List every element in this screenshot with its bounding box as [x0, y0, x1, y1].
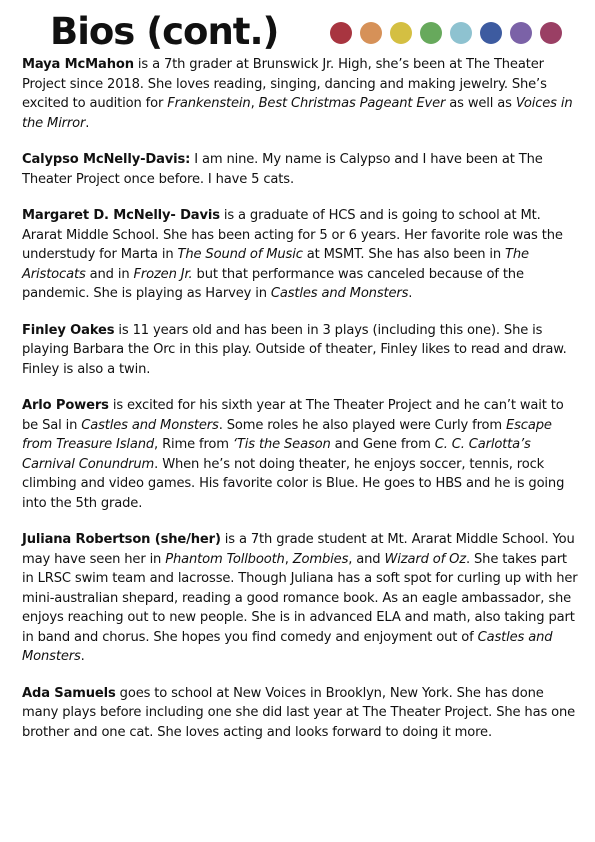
- color-dot: [510, 22, 532, 44]
- bio-text: is a graduate of HCS and is going to school at Mt. Ararat Middle School. She has been acting for 5 or 6 years. Her favorite role was the understudy for Marta in: [22, 208, 563, 262]
- color-dot: [420, 22, 442, 44]
- bio-title: Castles and Monsters: [81, 417, 219, 433]
- bio-text: is a 7th grader at Brunswick Jr. High, she’s been at The Theater Project since 2018. She loves reading, singing, dancing and making jewelry. She’s excited to audition for: [22, 57, 547, 111]
- bio-title: Castles and Monsters: [22, 629, 553, 664]
- color-dots: [330, 22, 570, 44]
- bio-title: The Aristocats: [22, 247, 529, 282]
- page-title: Bios (cont.): [50, 10, 279, 53]
- bio-name: Margaret D. McNelly- Davis: [22, 208, 220, 223]
- bio-text: is a 7th grade student at Mt. Ararat Middle School. You may have seen her in: [22, 532, 575, 567]
- bio-name: Maya McMahon: [22, 57, 134, 72]
- bio-title: Frankenstein: [167, 96, 251, 111]
- bio-text: ,: [250, 96, 259, 111]
- bio-name: Calypso McNelly-Davis:: [22, 152, 191, 167]
- bio-name: Ada Samuels: [22, 685, 116, 701]
- bio-text: . She takes part in LRSC swim team and lacrosse. Though Juliana has a soft spot for curling up with her mini-australian shepard, reading a good romance book. As an eagle ambassador, she enjoys reaching out to new people. She is in advanced ELA and math, also taking part in band and chorus. She hopes you find comedy and enjoyment out of: [22, 551, 578, 645]
- bio-calypso-mcnelly-davis: [22, 150, 578, 189]
- bio-name: Finley Oakes: [22, 322, 115, 338]
- bio-text: is excited for his sixth year at The Theater Project and he can’t wait to be Sal in: [22, 398, 564, 433]
- bio-text: at MSMT. She has also been in: [302, 247, 506, 262]
- bio-title: Phantom Tollbooth: [165, 551, 285, 567]
- bio-title: ‘Tis the Season: [232, 437, 331, 452]
- bio-text: .: [408, 286, 413, 301]
- bio-title: Wizard of Oz: [384, 551, 466, 567]
- color-dot: [480, 22, 502, 44]
- bio-title: C. C. Carlotta’s Carnival Conundrum: [22, 437, 531, 472]
- bio-title: Escape from Treasure Island: [22, 417, 552, 452]
- bio-ada-samuels: [22, 684, 578, 743]
- bio-text: .: [80, 649, 85, 664]
- bio-juliana-robertson: [22, 530, 578, 667]
- bio-text: is 11 years old and has been in 3 plays (including this one). She is playing Barbara the Orc in this play. Outside of theater, Finley likes to read and draw. Finley is also a twin.: [22, 322, 567, 377]
- bio-title: Castles and Monsters: [270, 286, 409, 301]
- bio-title: The Sound of Music: [177, 247, 303, 262]
- bio-name: Juliana Robertson (she/her): [22, 532, 221, 547]
- bio-margaret-mcnelly-davis: [22, 206, 578, 304]
- bio-title: Voices in the Mirror: [22, 96, 573, 131]
- color-dot: [540, 22, 562, 44]
- bio-text: and Gene from: [330, 437, 435, 452]
- bio-arlo-powers: [22, 396, 578, 513]
- bio-text: and in: [85, 266, 134, 282]
- bio-maya-mcmahon: [22, 55, 578, 133]
- bio-text: ,: [284, 551, 293, 567]
- color-dot: [450, 22, 472, 44]
- bio-title: Frozen Jr.: [133, 266, 193, 282]
- bio-text: but that performance was canceled because of the pandemic. She is playing as Harvey in: [22, 266, 524, 301]
- bio-text: I am nine. My name is Calypso and I have been at The Theater Project once before. I have 5 cats.: [22, 152, 543, 187]
- bio-finley-oakes: [22, 321, 578, 380]
- bio-text: . Some roles he also played were Curly from: [218, 417, 506, 433]
- color-dot: [360, 22, 382, 44]
- color-dot: [330, 22, 352, 44]
- bio-title: Zombies: [292, 551, 349, 567]
- color-dot: [390, 22, 412, 44]
- bio-name: Arlo Powers: [22, 398, 109, 413]
- bio-text: , and: [348, 551, 385, 567]
- bio-text: . When he’s not doing theater, he enjoys soccer, tennis, rock climbing and video games. His favorite color is Blue. He goes to HBS and he is going into the 5th grade.: [22, 456, 565, 511]
- bios-list: [22, 55, 578, 759]
- bio-text: .: [85, 115, 90, 131]
- bio-text: goes to school at New Voices in Brooklyn, New York. She has done many plays before including one she did last year at The Theater Project. She has one brother and one cat. She loves acting and looks forward to doing it more.: [22, 685, 576, 740]
- bio-text: , Rime from: [154, 437, 233, 452]
- bio-text: as well as: [445, 96, 516, 111]
- bio-title: Best Christmas Pageant Ever: [258, 96, 446, 111]
